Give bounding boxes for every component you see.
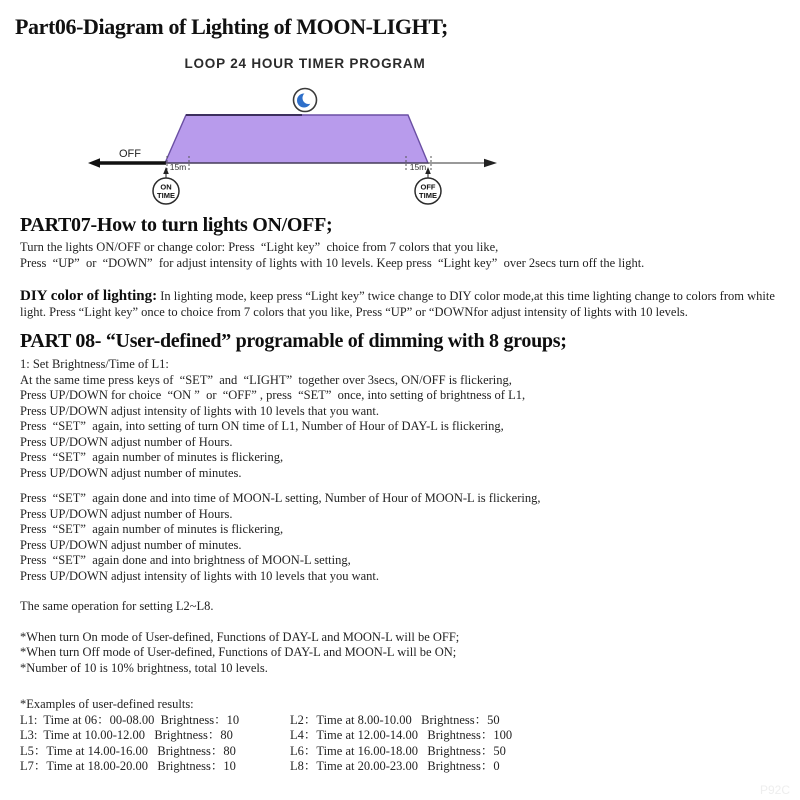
example-cell: L4：Time at 12.00-14.00 Brightness：100 bbox=[290, 728, 513, 742]
text-line: Turn the lights ON/OFF or change color: Press “Light key” choice from 7 colors that you like, bbox=[20, 240, 499, 254]
timeline-left-arrowhead bbox=[88, 158, 100, 167]
off-segment-label: OFF bbox=[119, 148, 141, 160]
text-line: 1: Set Brightness/Time of L1: bbox=[20, 357, 169, 371]
part07-heading: PART07-How to turn lights ON/OFF; bbox=[20, 214, 333, 236]
note-line: *When turn On mode of User-defined, Functions of DAY-L and MOON-L will be OFF; bbox=[20, 629, 460, 644]
text-line: Press UP/DOWN adjust intensity of lights with 10 levels that you want. bbox=[20, 403, 380, 418]
text-line: The same operation for setting L2~L8. bbox=[20, 599, 214, 613]
note-line: *When turn Off mode of User-defined, Functions of DAY-L and MOON-L will be ON; bbox=[20, 645, 457, 659]
timer-diagram bbox=[0, 48, 800, 213]
note-line: *Number of 10 is 10% brightness, total 10 levels. bbox=[20, 660, 268, 675]
diy-heading: DIY color of lighting: bbox=[20, 288, 158, 304]
text-line: Press “SET” again done and into time of MOON-L setting, Number of Hour of MOON-L is flickering, bbox=[20, 491, 541, 505]
diagram-title: LOOP 24 HOUR TIMER PROGRAM bbox=[184, 56, 426, 71]
svg-text:TIME: TIME bbox=[157, 191, 175, 200]
svg-text:15m: 15m bbox=[409, 162, 427, 172]
examples-heading: *Examples of user-defined results: bbox=[20, 697, 194, 711]
svg-text:ON: ON bbox=[160, 182, 172, 192]
text-line: Press UP/DOWN adjust number of minutes. bbox=[20, 537, 242, 552]
lighting-period-shape bbox=[165, 115, 428, 163]
example-cell: L6：Time at 16.00-18.00 Brightness：50 bbox=[290, 743, 506, 758]
example-row bbox=[20, 744, 792, 760]
diy-text: In lighting mode, keep press “Light key” twice change to DIY color mode,at this time lighting change to colors from white light. Press “Light key” once to choice from 7 colors that you like, Press “UP” or “DOWNfor adjust intensity of lights with 10 levels. bbox=[20, 289, 775, 319]
text-line: Press “SET” again, into setting of turn ON time of L1, Number of Hour of DAY-L is flickering, bbox=[20, 419, 504, 433]
text-line: Press UP/DOWN adjust number of Hours. bbox=[20, 434, 233, 449]
section-part07 bbox=[20, 214, 792, 271]
text-line: Press UP/DOWN adjust number of minutes. bbox=[20, 465, 242, 480]
crescent-moon-icon bbox=[294, 89, 317, 112]
text-line: Press “SET” again done and into brightness of MOON-L setting, bbox=[20, 553, 351, 567]
example-cell: L8：Time at 20.00-23.00 Brightness：0 bbox=[290, 759, 500, 773]
example-row bbox=[20, 713, 792, 729]
page-title: Part06-Diagram of Lighting of MOON-LIGHT; bbox=[15, 14, 448, 39]
off-time-badge bbox=[415, 167, 441, 204]
part08-heading: PART 08- “User-defined” programable of dimming with 8 groups; bbox=[20, 330, 567, 352]
example-cell: L5：Time at 14.00-16.00 Brightness：80 bbox=[20, 743, 236, 758]
text-line: Press UP/DOWN adjust intensity of lights with 10 levels that you want. bbox=[20, 568, 380, 583]
example-cell: L2：Time at 8.00-10.00 Brightness：50 bbox=[290, 712, 500, 727]
section-diy-color bbox=[20, 288, 795, 320]
text-line: Press UP/DOWN for choice “ON ” or “OFF” , press “SET” once, into setting of brightness of L1, bbox=[20, 388, 526, 402]
timeline-right-arrowhead bbox=[484, 159, 497, 167]
section-part08 bbox=[20, 330, 792, 775]
svg-text:OFF: OFF bbox=[420, 182, 436, 192]
on-time-badge bbox=[153, 167, 179, 204]
example-row bbox=[20, 759, 792, 775]
example-cell: L7：Time at 18.00-20.00 Brightness：10 bbox=[20, 759, 236, 773]
example-row bbox=[20, 728, 792, 744]
page-watermark: P92C bbox=[759, 783, 790, 797]
text-line: At the same time press keys of “SET” and “LIGHT” together over 3secs, ON/OFF is flickering, bbox=[20, 372, 512, 387]
text-line: Press “UP” or “DOWN” for adjust intensity of lights with 10 levels. Keep press “Light key” over 2secs turn off the light. bbox=[20, 255, 645, 270]
text-line: Press UP/DOWN adjust number of Hours. bbox=[20, 506, 233, 521]
text-line: Press “SET” again number of minutes is flickering, bbox=[20, 522, 284, 536]
example-cell: L1: Time at 06：00-08.00 Brightness：10 bbox=[20, 712, 240, 727]
text-line: Press “SET” again number of minutes is flickering, bbox=[20, 450, 284, 464]
svg-text:15m: 15m bbox=[169, 162, 187, 172]
example-cell: L3: Time at 10.00-12.00 Brightness：80 bbox=[20, 728, 233, 742]
svg-text:TIME: TIME bbox=[419, 191, 437, 200]
